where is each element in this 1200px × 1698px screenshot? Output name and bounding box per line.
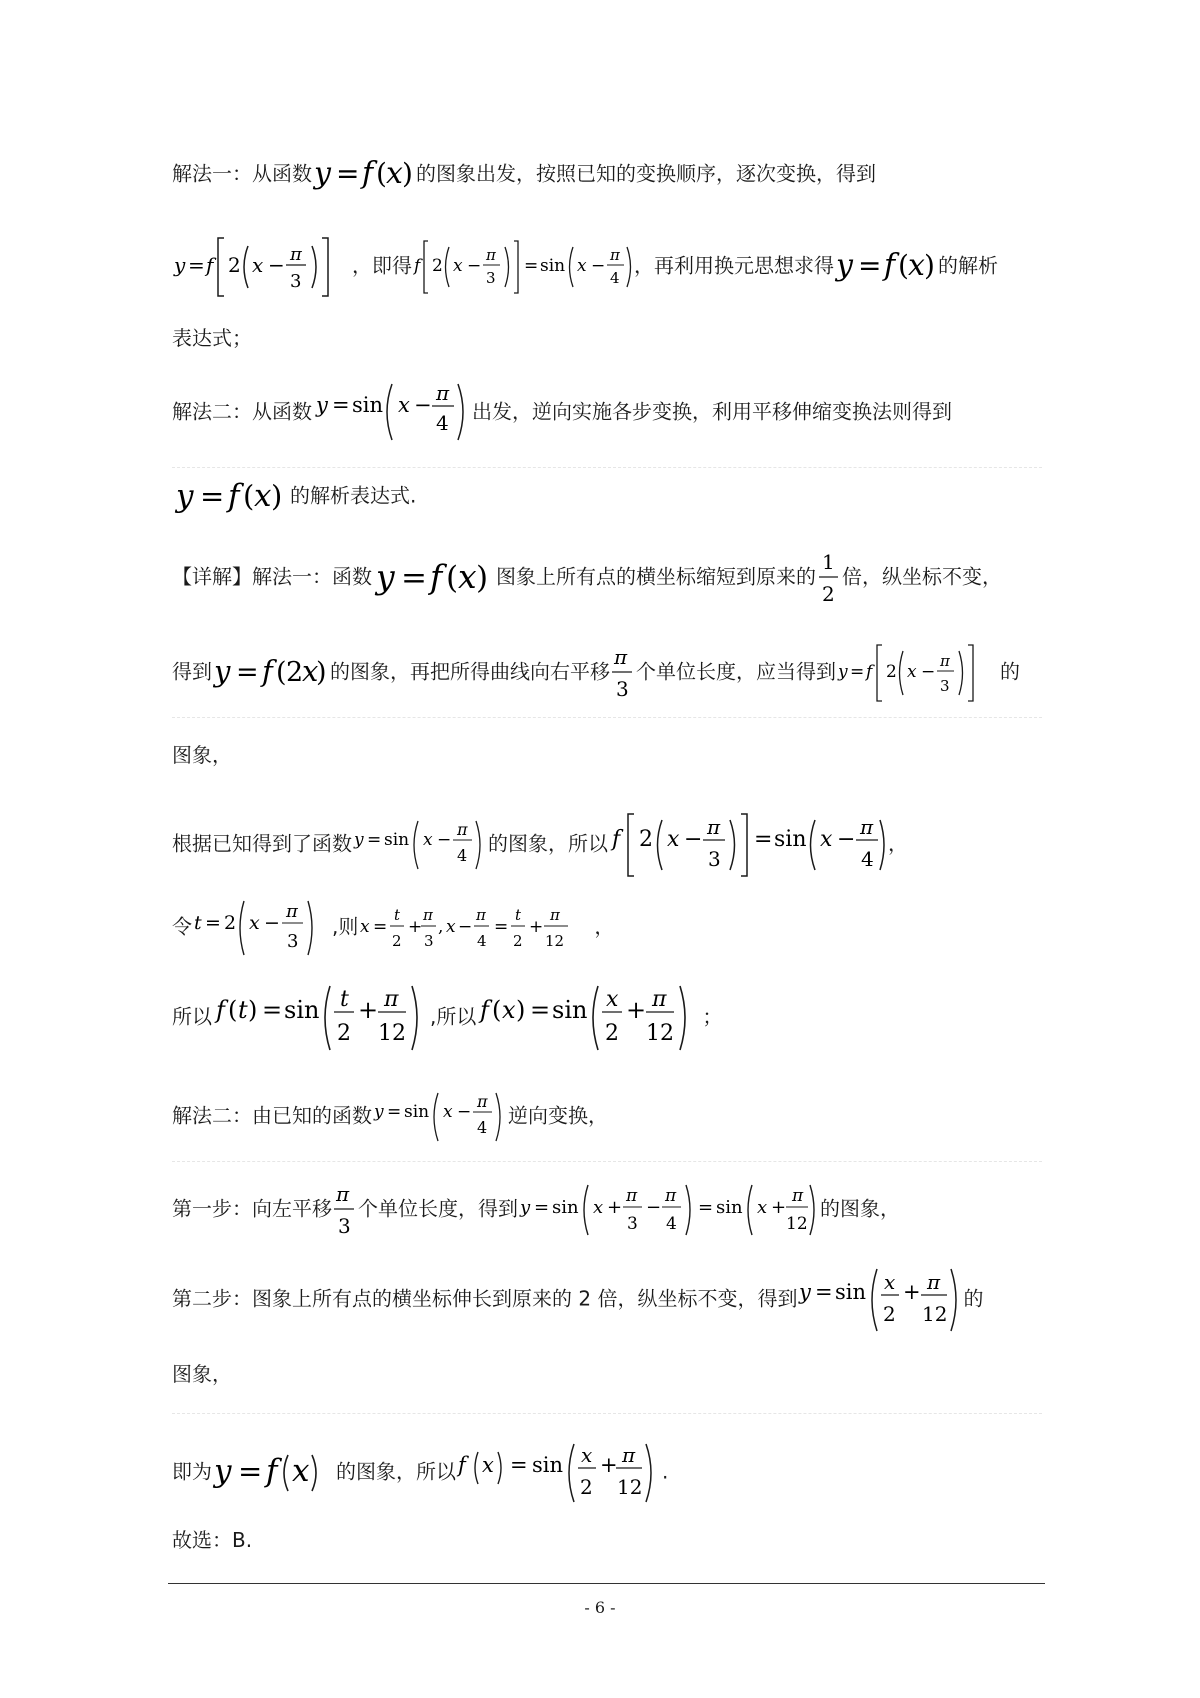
- svg-text:x: x: [360, 917, 370, 937]
- svg-text:2: 2: [228, 253, 241, 277]
- text-line-17: 故选：B.: [172, 1528, 253, 1552]
- text-line-10: 令 t = 2 x − π 3 ,则 x = t 2 + π 3 , x − π 4 = t 2 + π 12 ，: [172, 895, 1042, 961]
- svg-text:y: y: [214, 654, 231, 688]
- svg-text:+: +: [358, 996, 379, 1024]
- svg-text:x: x: [593, 1197, 604, 1218]
- svg-text:=: =: [850, 662, 865, 682]
- svg-text:π: π: [622, 1443, 636, 1467]
- svg-text:4: 4: [477, 1118, 488, 1137]
- svg-text:y: y: [799, 1280, 812, 1304]
- svg-text:y: y: [376, 557, 395, 596]
- formula-y-eq-fx: [372, 556, 496, 600]
- formula-y-eq-fx: [172, 476, 290, 518]
- svg-text:x: x: [254, 478, 272, 514]
- svg-text:sin: sin: [284, 996, 320, 1024]
- svg-text:x: x: [453, 256, 463, 276]
- svg-text:−: −: [837, 827, 856, 852]
- dashed-divider: [172, 1413, 1042, 1414]
- svg-text:=: =: [332, 393, 350, 417]
- formula-ft-eq-sin-t-over-2-plus-pi-over-12: [212, 980, 430, 1056]
- svg-text:−: −: [684, 827, 703, 852]
- svg-text:+: +: [529, 917, 544, 937]
- svg-text:π: π: [290, 244, 302, 265]
- svg-text:2: 2: [883, 1302, 897, 1326]
- svg-text:4: 4: [861, 847, 874, 871]
- svg-text:(: (: [376, 157, 387, 190]
- fraction-one-half: [816, 545, 842, 611]
- svg-text:sin: sin: [835, 1280, 867, 1304]
- svg-text:−: −: [458, 917, 473, 937]
- svg-text:π: π: [336, 1182, 350, 1206]
- svg-text:2: 2: [513, 932, 523, 950]
- svg-text:=: =: [510, 1453, 528, 1477]
- svg-text:=: =: [200, 479, 225, 513]
- svg-text:y: y: [354, 830, 364, 850]
- svg-text:−: −: [414, 393, 432, 417]
- svg-text:=: =: [262, 996, 283, 1024]
- svg-text:12: 12: [378, 1021, 406, 1046]
- svg-text:=: =: [494, 917, 509, 937]
- svg-text:12: 12: [646, 1021, 675, 1046]
- svg-text:3: 3: [627, 1214, 638, 1234]
- svg-text:2: 2: [392, 932, 402, 950]
- svg-text:sin: sin: [540, 256, 566, 276]
- svg-text:y: y: [174, 253, 186, 277]
- page-number: - 6 -: [584, 1598, 616, 1617]
- dashed-divider: [172, 467, 1042, 468]
- svg-text:+: +: [771, 1197, 787, 1218]
- svg-text:3: 3: [486, 269, 496, 287]
- svg-text:π: π: [477, 1092, 488, 1111]
- svg-text:x: x: [249, 912, 260, 934]
- svg-text:=: =: [188, 253, 205, 277]
- formula-fx-eq-sin-x-over-2-plus-pi-over-12: [456, 1440, 662, 1506]
- svg-text:,: ,: [438, 917, 444, 937]
- svg-text:x: x: [884, 1270, 896, 1294]
- svg-text:f: f: [216, 996, 225, 1024]
- svg-text:x: x: [386, 156, 403, 191]
- svg-text:2: 2: [605, 1021, 620, 1046]
- svg-text:(: (: [898, 249, 909, 282]
- svg-text:π: π: [665, 1186, 677, 1206]
- text-line-14: 第二步：图象上所有点的横坐标伸长到原来的 2 倍，纵坐标不变，得到 y = sin x 2 + π 12 的: [172, 1265, 1042, 1335]
- svg-text:+: +: [600, 1453, 618, 1477]
- svg-text:): ): [316, 657, 327, 688]
- svg-text:f: f: [866, 662, 873, 682]
- svg-text:−: −: [457, 1102, 472, 1122]
- svg-text:3: 3: [708, 847, 721, 871]
- svg-text:x: x: [443, 1102, 453, 1122]
- svg-text:3: 3: [290, 271, 302, 292]
- svg-text:=: =: [815, 1280, 834, 1304]
- text-line-15: 图象，: [172, 1362, 232, 1386]
- svg-text:y: y: [176, 478, 194, 514]
- svg-text:π: π: [550, 906, 561, 924]
- svg-text:π: π: [436, 381, 450, 405]
- formula-y-eq-f-2-x-minus-pi-over-3: [836, 641, 1000, 705]
- svg-text:f: f: [430, 557, 443, 596]
- svg-text:−: −: [467, 256, 482, 276]
- svg-text:=: =: [336, 157, 360, 190]
- dashed-divider: [172, 717, 1042, 718]
- svg-text:π: π: [610, 246, 620, 264]
- svg-text:x: x: [908, 248, 925, 283]
- formula-y-eq-sin-x-minus-pi-over-4: [372, 1087, 508, 1147]
- svg-text:−: −: [264, 912, 280, 934]
- svg-text:x: x: [423, 830, 433, 850]
- svg-text:x: x: [581, 1443, 593, 1467]
- text-line-13: 第一步：向左平移 π 3 个单位长度，得到 y = sin x + π 3 − π 4 = sin x + π 12 的图象，: [172, 1177, 1042, 1243]
- svg-text:(: (: [492, 996, 502, 1024]
- svg-text:12: 12: [786, 1214, 808, 1234]
- svg-text:): ): [248, 996, 258, 1024]
- svg-text:f: f: [228, 478, 240, 514]
- svg-text:2: 2: [822, 582, 835, 606]
- svg-text:): ): [924, 249, 935, 282]
- svg-text:π: π: [423, 906, 434, 924]
- svg-text:=: =: [367, 830, 382, 850]
- svg-text:+: +: [626, 996, 647, 1024]
- svg-text:1: 1: [822, 550, 835, 574]
- svg-text:f: f: [458, 1453, 466, 1477]
- svg-text:π: π: [476, 906, 487, 924]
- text-line-2: y = f 2 x − π 3 ，即得 f 2 x − π 3 = sin x − π 4 ，再利用换元思想求得 y = f ( x ) 的解析: [172, 232, 1042, 302]
- text-line-3: 表达式；: [172, 326, 252, 350]
- svg-text:): ): [516, 996, 526, 1024]
- svg-text:x: x: [302, 654, 319, 688]
- svg-text:+: +: [408, 917, 423, 937]
- text-line-5: y = f ( x ) 的解析表达式.: [172, 476, 1042, 518]
- svg-text:2: 2: [337, 1021, 351, 1046]
- svg-text:f: f: [414, 256, 421, 276]
- formula-y-eq-sin-x-minus-pi-over-4: [352, 815, 488, 875]
- svg-text:): ): [402, 157, 413, 190]
- svg-text:sin: sin: [384, 830, 410, 850]
- svg-text:x: x: [458, 557, 477, 596]
- svg-text:=: =: [401, 560, 427, 596]
- svg-text:): ): [476, 560, 489, 596]
- svg-text:t: t: [394, 906, 401, 924]
- svg-text:=: =: [387, 1102, 402, 1122]
- svg-text:4: 4: [457, 846, 468, 865]
- svg-text:t: t: [340, 987, 349, 1012]
- svg-text:12: 12: [545, 932, 565, 950]
- svg-text:3: 3: [338, 1214, 351, 1238]
- svg-text:2: 2: [580, 1475, 593, 1499]
- svg-text:π: π: [707, 815, 721, 839]
- svg-text:x: x: [398, 393, 410, 417]
- dashed-divider: [172, 1161, 1042, 1162]
- text-line-7: 得到 y = f ( 2 x ) 的图象，再把所得曲线向右平移 π 3 个单位长度，应当得到 y = f 2 x − π 3 的: [172, 640, 1042, 706]
- svg-text:3: 3: [940, 677, 950, 695]
- svg-text:sin: sin: [552, 996, 588, 1024]
- svg-text:4: 4: [610, 269, 620, 287]
- fraction-pi-over-3: [610, 640, 636, 706]
- svg-text:(: (: [276, 657, 287, 688]
- svg-text:2: 2: [224, 912, 237, 934]
- svg-text:sin: sin: [404, 1102, 430, 1122]
- svg-text:−: −: [437, 830, 452, 850]
- svg-text:x: x: [252, 253, 264, 277]
- text-line-11: 所以 f ( t ) = sin t 2 + π 12 ,所以 f ( x ) = sin x 2 + π 12 ；: [172, 980, 1042, 1056]
- svg-text:π: π: [927, 1270, 941, 1294]
- formula-t-eq-2-x-minus-pi-over-3: [192, 895, 332, 961]
- svg-text:π: π: [652, 987, 667, 1012]
- svg-text:x: x: [482, 1453, 494, 1477]
- svg-text:2: 2: [639, 827, 653, 852]
- svg-text:x: x: [446, 917, 456, 937]
- svg-text:y: y: [836, 248, 853, 283]
- svg-text:t: t: [194, 912, 202, 934]
- svg-text:(: (: [446, 560, 459, 596]
- svg-text:sin: sin: [532, 1453, 564, 1477]
- svg-text:12: 12: [922, 1302, 948, 1326]
- closing-paren: [808, 1179, 820, 1241]
- svg-text:sin: sin: [352, 393, 384, 417]
- svg-text:x: x: [907, 662, 917, 682]
- svg-text:π: π: [614, 645, 628, 669]
- svg-text:f: f: [266, 1453, 278, 1489]
- svg-text:y: y: [520, 1197, 531, 1218]
- text-line-1: 解法一：从函数 y = f ( x ) 的图象出发，按照已知的变换顺序，逐次变换，得到: [172, 155, 1042, 195]
- svg-text:=: =: [236, 657, 259, 688]
- svg-text:y: y: [316, 393, 328, 417]
- svg-text:2: 2: [286, 657, 304, 688]
- svg-text:π: π: [940, 652, 950, 670]
- svg-text:y: y: [838, 662, 848, 682]
- svg-text:3: 3: [616, 677, 629, 701]
- svg-text:f: f: [612, 827, 621, 852]
- svg-text:=: =: [858, 249, 882, 282]
- svg-text:=: =: [238, 1454, 263, 1488]
- svg-text:x: x: [502, 996, 516, 1024]
- svg-text:x: x: [292, 1453, 310, 1489]
- svg-text:x: x: [606, 987, 619, 1012]
- svg-text:f: f: [262, 654, 273, 688]
- svg-text:−: −: [591, 256, 606, 276]
- text-line-9: 根据已知得到了函数 y = sin x − π 4 的图象，所以 f 2 x − π 3 = sin x − π 4 ，: [172, 810, 1042, 880]
- svg-text:=: =: [530, 996, 551, 1024]
- svg-text:+: +: [903, 1280, 922, 1304]
- formula-f-eq-sin-x-minus-pi-over-4: [608, 810, 888, 880]
- svg-text:x: x: [667, 827, 680, 852]
- formula-f-2-x-minus-pi-over-3: [172, 232, 352, 302]
- svg-text:sin: sin: [716, 1197, 743, 1218]
- svg-text:π: π: [457, 820, 468, 839]
- text-line-16: 即为 y = f x 的图象，所以 f x = sin x 2 + π 12 .: [172, 1440, 1042, 1506]
- svg-text:x: x: [820, 827, 833, 852]
- formula-y-eq-fx: [834, 247, 938, 287]
- svg-text:2: 2: [432, 256, 443, 276]
- svg-text:2: 2: [886, 662, 897, 682]
- svg-text:sin: sin: [552, 1197, 579, 1218]
- svg-text:x: x: [577, 256, 587, 276]
- svg-text:=: =: [373, 917, 388, 937]
- svg-text:(: (: [243, 479, 255, 513]
- svg-text:12: 12: [617, 1475, 643, 1499]
- svg-text:y: y: [314, 156, 331, 191]
- formula-x-eq-t-over-2-plus-pi-over-3: [358, 900, 594, 956]
- text-line-4: 解法二：从函数 y = sin x − π 4 出发，逆向实施各步变换，利用平移伸缩变换法则得到: [172, 378, 1042, 448]
- formula-f-eq-sin-x-minus-pi-over-4: [412, 237, 634, 297]
- svg-text:π: π: [486, 246, 496, 264]
- formula-y-eq-sin-x-minus-pi-over-4: [312, 378, 472, 448]
- fraction-pi-over-3: [332, 1177, 358, 1243]
- svg-text:f: f: [480, 996, 490, 1024]
- svg-text:=: =: [205, 912, 221, 934]
- svg-text:−: −: [268, 253, 285, 277]
- svg-text:π: π: [286, 901, 298, 922]
- svg-text:3: 3: [424, 932, 434, 950]
- svg-text:y: y: [374, 1102, 384, 1122]
- text-line-12: 解法二：由已知的函数 y = sin x − π 4 逆向变换，: [172, 1087, 1042, 1147]
- formula-y-eq-f2x: [212, 653, 330, 693]
- svg-text:=: =: [524, 256, 539, 276]
- svg-text:4: 4: [436, 411, 449, 435]
- svg-text:π: π: [384, 987, 399, 1012]
- svg-text:π: π: [626, 1186, 638, 1206]
- svg-text:(: (: [228, 996, 238, 1024]
- footer-rule: [168, 1583, 1045, 1584]
- svg-text:t: t: [238, 996, 248, 1024]
- svg-text:π: π: [792, 1186, 804, 1206]
- svg-text:−: −: [646, 1197, 662, 1218]
- svg-text:y: y: [214, 1453, 232, 1489]
- formula-y-eq-sin-x-over-2-plus-pi-over-12: [797, 1265, 963, 1335]
- svg-text:−: −: [921, 662, 936, 682]
- svg-text:4: 4: [477, 932, 487, 950]
- svg-text:=: =: [698, 1197, 714, 1218]
- formula-y-eq-sin-x-plus-pi-over-3-minus-pi-over-4: [518, 1179, 808, 1241]
- svg-text:3: 3: [287, 931, 299, 952]
- svg-text:f: f: [884, 248, 896, 283]
- svg-text:f: f: [206, 253, 214, 277]
- svg-text:=: =: [534, 1197, 550, 1218]
- svg-text:t: t: [515, 906, 522, 924]
- svg-text:sin: sin: [774, 827, 807, 852]
- svg-text:π: π: [860, 815, 874, 839]
- svg-text:): ): [271, 479, 283, 513]
- svg-text:f: f: [362, 156, 374, 191]
- text-line-6: 【详解】解法一：函数 y = f ( x ) 图象上所有点的横坐标缩短到原来的 1 2 倍，纵坐标不变，: [172, 545, 1042, 611]
- svg-text:+: +: [607, 1197, 623, 1218]
- svg-text:x: x: [757, 1197, 768, 1218]
- formula-y-eq-f-of-x: [212, 1447, 336, 1499]
- svg-text:=: =: [754, 827, 773, 852]
- formula-y-eq-fx: [312, 155, 416, 195]
- svg-text:4: 4: [666, 1214, 677, 1234]
- text-line-8: 图象，: [172, 743, 232, 767]
- formula-fx-eq-sin-x-over-2-plus-pi-over-12: [476, 980, 702, 1056]
